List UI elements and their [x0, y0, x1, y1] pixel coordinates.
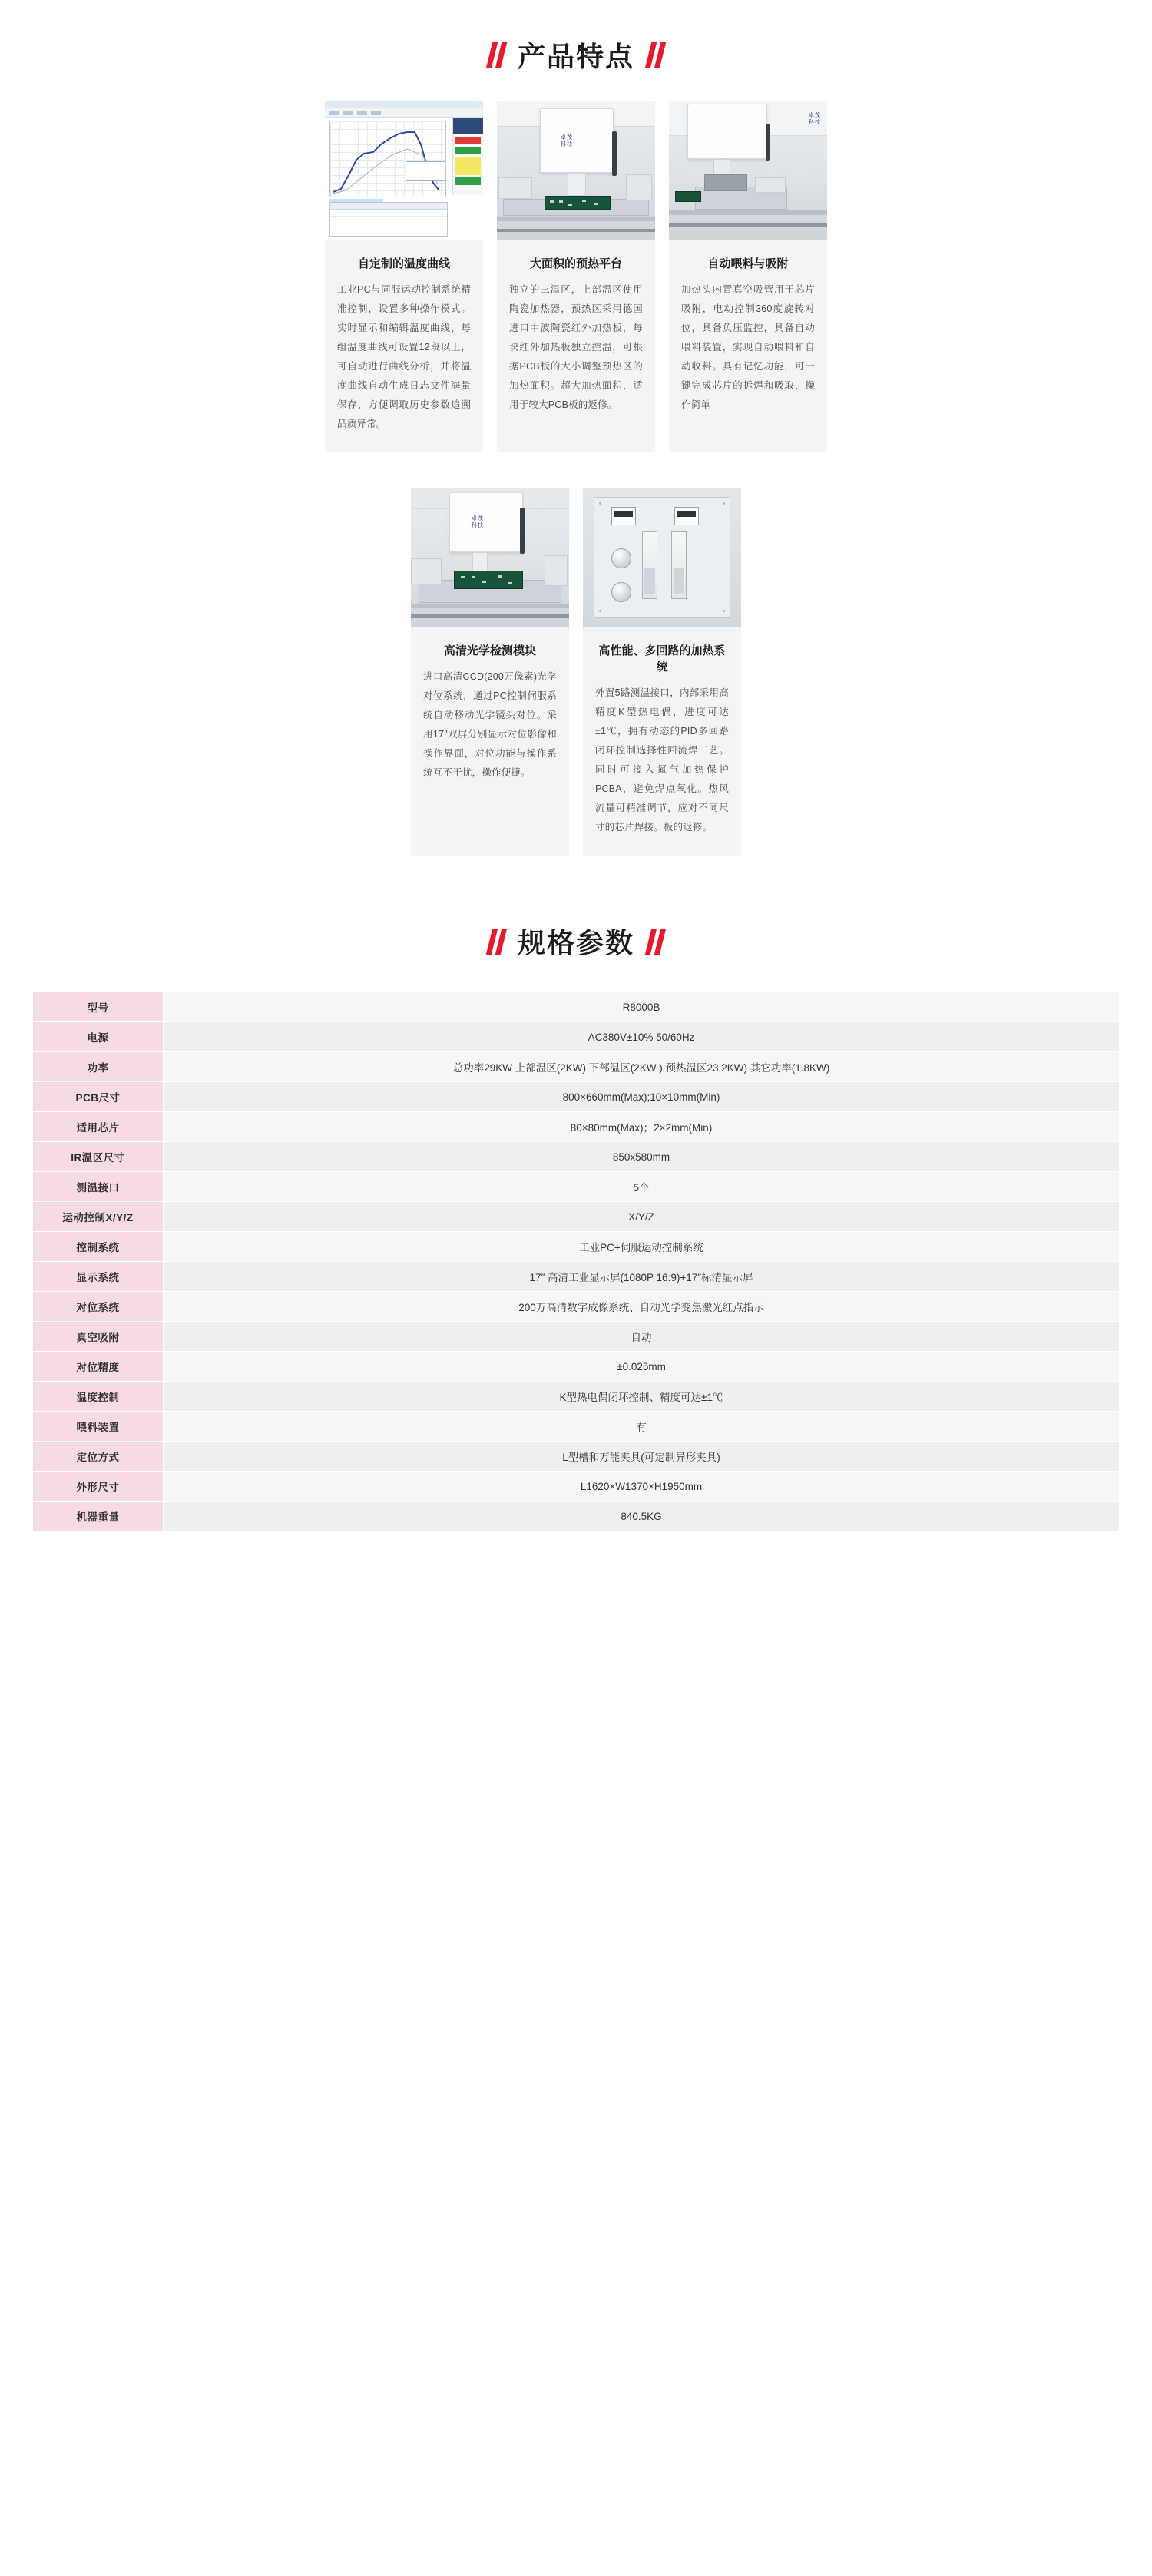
table-row — [33, 1352, 1120, 1382]
flow-meter-tube — [642, 531, 657, 599]
feature-card-image-auto-feeding — [669, 101, 827, 240]
sw-status-red — [455, 137, 481, 144]
sw-brand-header — [453, 118, 483, 134]
feature-card — [411, 488, 569, 856]
specs-title: 规格参数 — [517, 927, 634, 959]
spec-key: 控制系统 — [33, 1232, 164, 1262]
feature-cards-row-1 — [0, 101, 1152, 452]
title-bars-left — [489, 42, 504, 68]
side-module — [626, 174, 652, 200]
spec-value: 自动 — [164, 1322, 1120, 1352]
flow-meter-tube — [671, 531, 687, 599]
feature-card-title: 大面积的预热平台 — [529, 257, 622, 270]
pcb-board — [675, 191, 701, 202]
digital-gauge[interactable] — [611, 507, 636, 525]
table-row — [33, 1502, 1120, 1531]
feature-card — [669, 101, 827, 452]
feature-card-body — [497, 240, 655, 433]
digital-gauge[interactable] — [674, 507, 699, 525]
feature-card-body — [583, 627, 741, 856]
spec-value: X/Y/Z — [164, 1202, 1120, 1232]
title-bars-left — [489, 929, 504, 955]
spec-key: 运动控制X/Y/Z — [33, 1202, 164, 1232]
table-row — [33, 1262, 1120, 1292]
spec-value: 80×80mm(Max)；2×2mm(Min) — [164, 1112, 1120, 1142]
title-bars-right — [648, 42, 663, 68]
feature-cards-row-2 — [0, 488, 1152, 856]
feature-card-text: 进口高清CCD(200万像素)光学对位系统，通过PC控制伺服系统自动移动光学镜头对位。采用17″双屏分别显示对位影像和操作界面，对位功能与操作系统互不干扰，操作便捷。 — [423, 671, 557, 778]
feature-card — [497, 101, 655, 452]
table-row — [33, 1112, 1120, 1142]
conveyor-rail — [669, 222, 827, 227]
software-screenshot-illustration — [325, 101, 483, 240]
feeder-tray — [755, 177, 786, 193]
side-module — [411, 558, 442, 584]
specs-table-wrapper — [0, 992, 1152, 1567]
pcb-board — [454, 571, 523, 589]
conveyor-rail — [669, 210, 827, 215]
spec-value: 800×660mm(Max);10×10mm(Min) — [164, 1082, 1120, 1112]
sw-data-table — [329, 202, 448, 237]
sw-status-yellow — [455, 157, 481, 175]
specs-section-title — [0, 856, 1152, 992]
spec-key: 真空吸附 — [33, 1322, 164, 1352]
machine-photo-illustration — [669, 101, 827, 240]
feature-card-body — [669, 240, 827, 433]
table-row — [33, 1022, 1120, 1052]
table-row — [33, 1322, 1120, 1352]
spec-key: 喂料装置 — [33, 1412, 164, 1442]
spec-key: 显示系统 — [33, 1262, 164, 1292]
side-module — [545, 555, 568, 586]
spec-value: L型槽和万能夹具(可定制异形夹具) — [164, 1442, 1120, 1472]
table-row — [33, 1202, 1120, 1232]
feature-card-title: 自动喂料与吸附 — [707, 257, 789, 270]
feature-card-title: 高清光学检测模块 — [443, 644, 536, 657]
spec-key: 型号 — [33, 992, 164, 1022]
rework-head — [449, 492, 523, 552]
machine-photo-illustration — [497, 101, 655, 240]
table-row — [33, 1172, 1120, 1202]
conveyor-rail — [411, 603, 569, 608]
spec-key: 机器重量 — [33, 1502, 164, 1531]
sw-chart-area — [329, 121, 446, 197]
spec-key: 功率 — [33, 1052, 164, 1082]
spec-key: 定位方式 — [33, 1442, 164, 1472]
brand-logo-icon: 卓茂 科技 — [472, 516, 484, 528]
pcb-board — [545, 196, 611, 210]
sw-status-green — [455, 147, 481, 154]
feeder-tray — [704, 174, 747, 191]
table-row — [33, 1142, 1120, 1172]
cable-bundle — [520, 508, 525, 554]
table-row — [33, 992, 1120, 1022]
table-row — [33, 1472, 1120, 1502]
brand-logo-icon: 卓茂 科技 — [809, 113, 821, 125]
table-row — [33, 1292, 1120, 1322]
feature-card-title: 高性能、多回路的加热系统 — [598, 644, 726, 674]
feature-card-body — [325, 240, 483, 452]
spec-key: 温度控制 — [33, 1382, 164, 1412]
rework-head — [540, 108, 614, 173]
conveyor-rail — [497, 216, 655, 221]
machine-photo-illustration — [411, 488, 569, 627]
control-panel-illustration — [583, 488, 741, 627]
spec-value: 5个 — [164, 1172, 1120, 1202]
nozzle — [568, 173, 586, 196]
conveyor-rail — [411, 614, 569, 618]
rework-head — [687, 104, 767, 159]
sw-right-panel — [452, 118, 483, 195]
feature-card-image-heating-control-panel — [583, 488, 741, 627]
side-module — [498, 177, 532, 199]
page-title: 产品特点 — [517, 41, 634, 72]
specs-table — [32, 992, 1120, 1531]
spec-value: K型热电偶闭环控制、精度可达±1℃ — [164, 1382, 1120, 1412]
feature-card-text: 工业PC与同服运动控制系统精准控制，设置多种操作模式。实时显示和编辑温度曲线，每组温度曲线可设置12段以上，可自动进行曲线分析，并将温度曲线自动生成日志文件海量保存，方便调取历史参数追溯品质异常。 — [337, 284, 471, 429]
feature-card-text: 加热头内置真空吸管用于芯片吸附，电动控制360度旋转对位，具备负压监控，具备自动喂料装置，实现自动喂料和自动收料。具有记忆功能，可一键完成芯片的拆焊和吸取，操作简单 — [681, 284, 815, 410]
sw-status-green — [455, 177, 481, 185]
spec-value: AC380V±10% 50/60Hz — [164, 1022, 1120, 1052]
spec-value: ±0.025mm — [164, 1352, 1120, 1382]
cable-bundle — [612, 131, 617, 176]
panel-plate — [594, 497, 730, 618]
spec-key: 测温接口 — [33, 1172, 164, 1202]
table-row — [33, 1382, 1120, 1412]
feature-card-text: 独立的三温区，上部温区使用陶瓷加热器，预热区采用德国进口中波陶瓷红外加热板，每块红外加热板独立控温，可根据PCB板的大小调整预热区的加热面积。超大加热面积，适用于较大PCB板的返修。 — [509, 284, 643, 410]
sw-titlebar — [325, 101, 483, 108]
spec-key: IR温区尺寸 — [33, 1142, 164, 1172]
table-row — [33, 1232, 1120, 1262]
control-knob[interactable] — [611, 548, 631, 568]
feature-card-image-preheat-platform — [497, 101, 655, 240]
table-row — [33, 1442, 1120, 1472]
spec-key: 电源 — [33, 1022, 164, 1052]
feature-card — [325, 101, 483, 452]
feature-card-text: 外置5路测温接口，内部采用高精度K型热电偶，进度可达±1℃，拥有动态的PID多回路闭环控制选择性回流焊工艺。同时可接入氮气加热保护PCBA，避免焊点氧化。热风流量可精准调节，应对不同尺寸的芯片焊接。板的返修。 — [595, 687, 729, 833]
table-row — [33, 1052, 1120, 1082]
spec-key: 对位系统 — [33, 1292, 164, 1322]
sw-toolbar — [325, 108, 483, 118]
feature-card-body — [411, 627, 569, 801]
spec-value: L1620×W1370×H1950mm — [164, 1472, 1120, 1502]
spec-key: PCB尺寸 — [33, 1082, 164, 1112]
spec-value: 总功率29KW 上部温区(2KW) 下部温区(2KW ) 预热温区23.2KW) 其它功率(1.8KW) — [164, 1052, 1120, 1082]
cable-bundle — [766, 124, 770, 161]
feature-card-image-optical-module — [411, 488, 569, 627]
feature-card-image-temperature-curve-software — [325, 101, 483, 240]
feature-card — [583, 488, 741, 856]
spec-value: 840.5KG — [164, 1502, 1120, 1531]
spec-value: 17″ 高清工业显示屏(1080P 16:9)+17″标清显示屏 — [164, 1262, 1120, 1292]
spec-key: 对位精度 — [33, 1352, 164, 1382]
spec-value: R8000B — [164, 992, 1120, 1022]
feature-card-title: 自定制的温度曲线 — [357, 257, 450, 270]
table-row — [33, 1412, 1120, 1442]
spec-key: 适用芯片 — [33, 1112, 164, 1142]
nozzle — [472, 552, 488, 572]
features-section-title — [0, 0, 1152, 101]
spec-value: 850x580mm — [164, 1142, 1120, 1172]
spec-value: 有 — [164, 1412, 1120, 1442]
sw-chart-legend — [406, 161, 445, 181]
spec-key: 外形尺寸 — [33, 1472, 164, 1502]
brand-logo-icon: 卓茂 科技 — [561, 135, 573, 147]
control-knob[interactable] — [611, 582, 631, 602]
spec-value: 工业PC+伺服运动控制系统 — [164, 1232, 1120, 1262]
conveyor-rail — [497, 228, 655, 232]
sw-temperature-curve — [330, 121, 445, 197]
table-row — [33, 1082, 1120, 1112]
title-bars-right — [648, 929, 663, 955]
spec-value: 200万高清数字成像系统、自动光学变焦激光红点指示 — [164, 1292, 1120, 1322]
